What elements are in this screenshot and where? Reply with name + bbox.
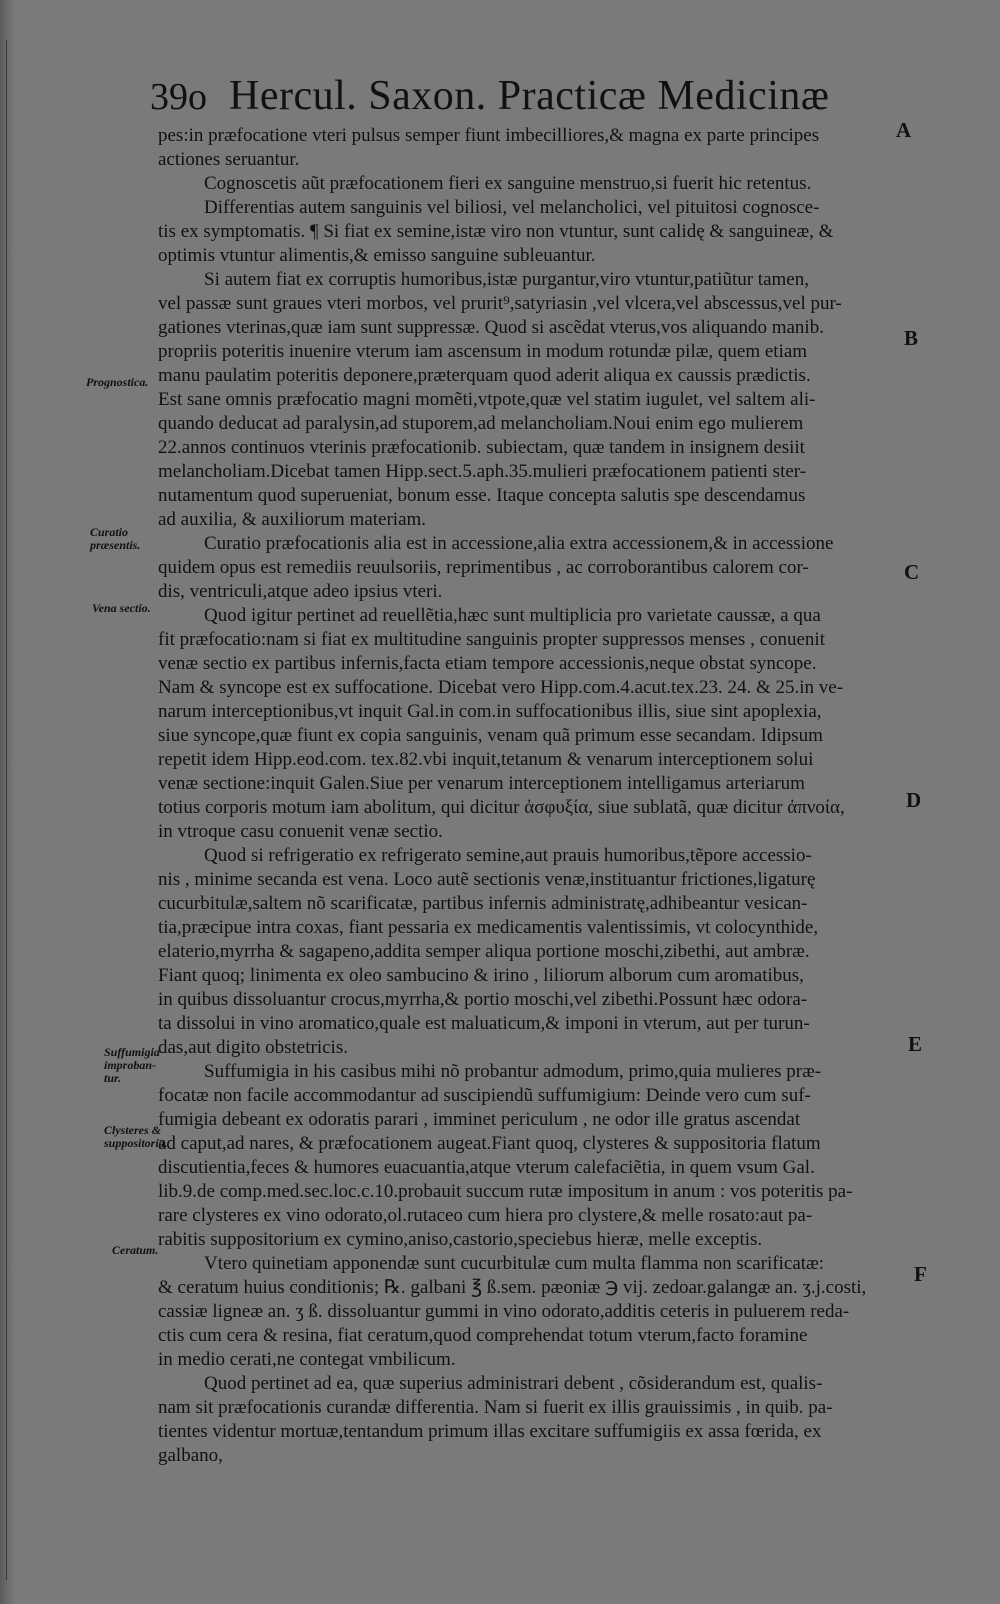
text-line: lib.9.de comp.med.sec.loc.c.10.probauit succum rutæ impositum in anum : vos poteritis pa- xyxy=(158,1181,853,1202)
text-line: propriis poteritis inuenire vterum iam ascensum in modum rotundæ pilæ, quem etiam xyxy=(158,341,808,362)
section-letter-e: E xyxy=(908,1032,923,1056)
text-line: Est sane omnis præfocatio magni momẽti,vtpote,quæ vel statim iugulet, vel saltem ali- xyxy=(158,389,816,410)
text-line: focatæ non facile accommodantur ad suscipiendũ suffumigium: Deinde vero cum suf- xyxy=(158,1085,811,1106)
text-line: das,aut digito obstetricis. xyxy=(158,1037,348,1058)
text-line: actiones seruantur. xyxy=(158,149,300,170)
text-line: ad caput,ad nares, & præfocationem augeat.Fiant quoq, clysteres & suppositoria flatum xyxy=(158,1133,821,1154)
text-line: in quibus dissoluantur crocus,myrrha,& portio moschi,vel zibethi.Possunt hæc odora- xyxy=(158,989,808,1010)
section-letter-c: C xyxy=(904,560,920,584)
section-letter-d: D xyxy=(906,788,922,812)
section-letter-a: A xyxy=(896,118,912,142)
text-line: Differentias autem sanguinis vel biliosi, vel melancholici, vel pituitosi cognosce- xyxy=(204,197,820,218)
text-line: narum interceptionibus,vt inquit Gal.in com.in suffocationibus illis, siue sint apoplexia, xyxy=(158,701,822,722)
text-line: in vtroque casu conuenit venæ sectio. xyxy=(158,821,443,842)
text-line: tis ex symptomatis. ¶ Si fiat ex semine,istæ viro non vtuntur, sunt calidę & sanguineæ, & xyxy=(158,221,834,242)
text-line: dis, ventriculi,atque adeo ipsius vteri. xyxy=(158,581,443,602)
text-line: tientes videntur mortuæ,tentandum primum illas excitare suffumigiis ex assa fœrida, ex xyxy=(158,1421,822,1442)
text-line: Quod pertinet ad ea, quæ superius administrari debent , cõsiderandum est, qualis- xyxy=(204,1373,823,1394)
text-line: discutientia,feces & humores euacuantia,atque vterum calefaciẽtia, in quem vsum Gal. xyxy=(158,1157,815,1178)
text-line: venæ sectio ex partibus infernis,facta etiam tempore accessionis,neque obstat syncope. xyxy=(158,653,817,674)
margin-note-suffumigia xyxy=(104,1046,174,1085)
body-text xyxy=(158,124,926,1468)
margin-note-curatio xyxy=(90,526,160,552)
text-line: nutamentum quod superueniat, bonum esse. Itaque concepta salutis spe descendamus xyxy=(158,485,806,506)
margin-note-line: Suffumigia xyxy=(104,1045,160,1059)
margin-note-clysteres xyxy=(104,1124,174,1150)
text-line: Quod si refrigeratio ex refrigerato semine,aut prauis humoribus,tẽpore accessio- xyxy=(204,845,812,866)
text-line: cassiæ ligneæ an. ʒ ß. dissoluantur gummi in vino odorato,additis ceteris in puluerem reda- xyxy=(158,1301,850,1322)
text-line: in medio cerati,ne contegat vmbilicum. xyxy=(158,1349,456,1370)
page-header xyxy=(150,72,930,132)
text-line: vel passæ sunt graues vteri morbos, vel prurit⁹,satyriasin ,vel vlcera,vel abscessus,vel pur- xyxy=(158,293,842,314)
section-letter-f: F xyxy=(914,1262,927,1286)
page-number: 39o xyxy=(150,76,207,118)
margin-note-prognostica xyxy=(86,376,156,389)
text-line: Cognoscetis aũt præfocationem fieri ex sanguine menstruo,si fuerit hic retentus. xyxy=(204,173,812,194)
margin-note-line: Curatio xyxy=(90,525,129,539)
text-line: 22.annos continuos vterinis præfocationib. subiectam, quæ tandem in insignem desiit xyxy=(158,437,805,458)
margin-note-line: Ceratum. xyxy=(112,1243,159,1257)
text-line: pes:in præfocatione vteri pulsus semper fiunt imbecilliores,& magna ex parte principes xyxy=(158,125,820,146)
text-line: manu paulatim poteritis deponere,præterquam quod aderit aliqua ex caussis prædictis. xyxy=(158,365,811,386)
text-line: venæ sectione:inquit Galen.Siue per venarum interceptionem intelligamus arteriarum xyxy=(158,773,805,794)
margin-note-line: Vena sectio. xyxy=(92,601,151,615)
section-letter-b: B xyxy=(904,326,919,350)
text-line: quidem opus est remediis reuulsoriis, reprimentibus , ac corroborantibus calorem cor- xyxy=(158,557,809,578)
text-line: totius corporis motum iam abolitum, qui dicitur ἀσφυξία, siue sublatã, quæ dicitur ἀπνοία, xyxy=(158,797,845,818)
text-line: siue syncope,quæ fiunt ex copia sanguinis, venam quã primum esse secandam. Idipsum xyxy=(158,725,823,746)
text-line: tia,præcipue intra coxas, fiant pessaria ex medicamentis valentissimis, vt colocynthide, xyxy=(158,917,819,938)
margin-note-line: Prognostica. xyxy=(86,375,149,389)
binding-line xyxy=(6,40,7,1580)
margin-note-line: præsentis. xyxy=(90,538,141,552)
text-line: ta dissolui in vino aromatico,quale est maluaticum,& imponi in vterum, aut per turun- xyxy=(158,1013,810,1034)
text-line: optimis vtuntur alimentis,& emisso sanguine subleuantur. xyxy=(158,245,596,266)
running-title: Hercul. Saxon. Practicæ Medicinæ xyxy=(229,73,830,119)
text-line: fumigia debeant ex odoratis parari , imminet periculum , ne odor ille gratus ascendat xyxy=(158,1109,801,1130)
margin-note-line: Clysteres & xyxy=(104,1123,161,1137)
text-line: Quod igitur pertinet ad reuellẽtia,hæc sunt multiplicia pro varietate caussæ, a qua xyxy=(204,605,821,626)
text-line: galbano, xyxy=(158,1445,223,1466)
text-line: Suffumigia in his casibus mihi nõ probantur admodum, primo,quia mulieres præ- xyxy=(204,1061,822,1082)
text-line: fit præfocatio:nam si fiat ex multitudine sanguinis propter suppressos menses , conuenit xyxy=(158,629,825,650)
text-line: melancholiam.Dicebat tamen Hipp.sect.5.aph.35.mulieri præfocationem patienti ster- xyxy=(158,461,807,482)
text-line: Si autem fiat ex corruptis humoribus,istæ purgantur,viro vtuntur,patiũtur tamen, xyxy=(204,269,809,290)
text-line: rabitis suppositorium ex cymino,aniso,castorio,speciebus hieræ, melle exceptis. xyxy=(158,1229,763,1250)
margin-note-line: improban- xyxy=(104,1058,157,1072)
text-line: ad auxilia, & auxiliorum materiam. xyxy=(158,509,427,530)
text-line: repetit idem Hipp.eod.com. tex.82.vbi inquit,tetanum & venarum interceptionem solui xyxy=(158,749,814,770)
text-line: rare clysteres ex vino odorato,ol.rutaceo cum hiera pro clystere,& melle rosato:aut pa- xyxy=(158,1205,813,1226)
text-line: Nam & syncope est ex suffocatione. Dicebat vero Hipp.com.4.acut.tex.23. 24. & 25.in ve- xyxy=(158,677,844,698)
text-line: gationes vterinas,quæ iam sunt suppressæ. Quod si ascẽdat vterus,vos aliquando manib. xyxy=(158,317,824,338)
margin-note-line: suppositoria. xyxy=(104,1136,168,1150)
margin-note-line: tur. xyxy=(104,1071,122,1085)
margin-note-ceratum xyxy=(112,1244,182,1257)
text-line: cucurbitulæ,saltem nõ scarificatæ, partibus infernis administratę,adhibeantur vesican- xyxy=(158,893,808,914)
text-line: nis , minime secanda est vena. Loco autẽ sectionis venæ,instituantur frictiones,ligaturę xyxy=(158,869,816,890)
text-line: Curatio præfocationis alia est in accessione,alia extra accessionem,& in accessione xyxy=(204,533,834,554)
margin-note-vena-sectio xyxy=(92,602,162,615)
text-line: quando deducat ad paralysin,ad stuporem,ad melancholiam.Noui enim ego mulierem xyxy=(158,413,804,434)
text-line: & ceratum huius conditionis; ℞. galbani ℥ ß.sem. pæoniæ ℈ vij. zedoar.galangæ an. ʒ.j.costi, xyxy=(158,1277,867,1298)
text-line: Fiant quoq; linimenta ex oleo sambucino & irino , liliorum alborum cum aromatibus, xyxy=(158,965,804,986)
text-line: elaterio,myrrha & sagapeno,addita semper aliqua portione moschi,zibethi, aut ambræ. xyxy=(158,941,810,962)
text-line: Vtero quinetiam apponendæ sunt cucurbitulæ cum multa flamma non scarificatæ: xyxy=(204,1253,824,1274)
page-edge xyxy=(0,0,14,1604)
text-line: nam sit præfocationis curandæ differentia. Nam si fuerit ex illis grauissimis , in quib. pa- xyxy=(158,1397,833,1418)
text-line: ctis cum cera & resina, fiat ceratum,quod comprehendat totum vterum,facto foramine xyxy=(158,1325,808,1346)
